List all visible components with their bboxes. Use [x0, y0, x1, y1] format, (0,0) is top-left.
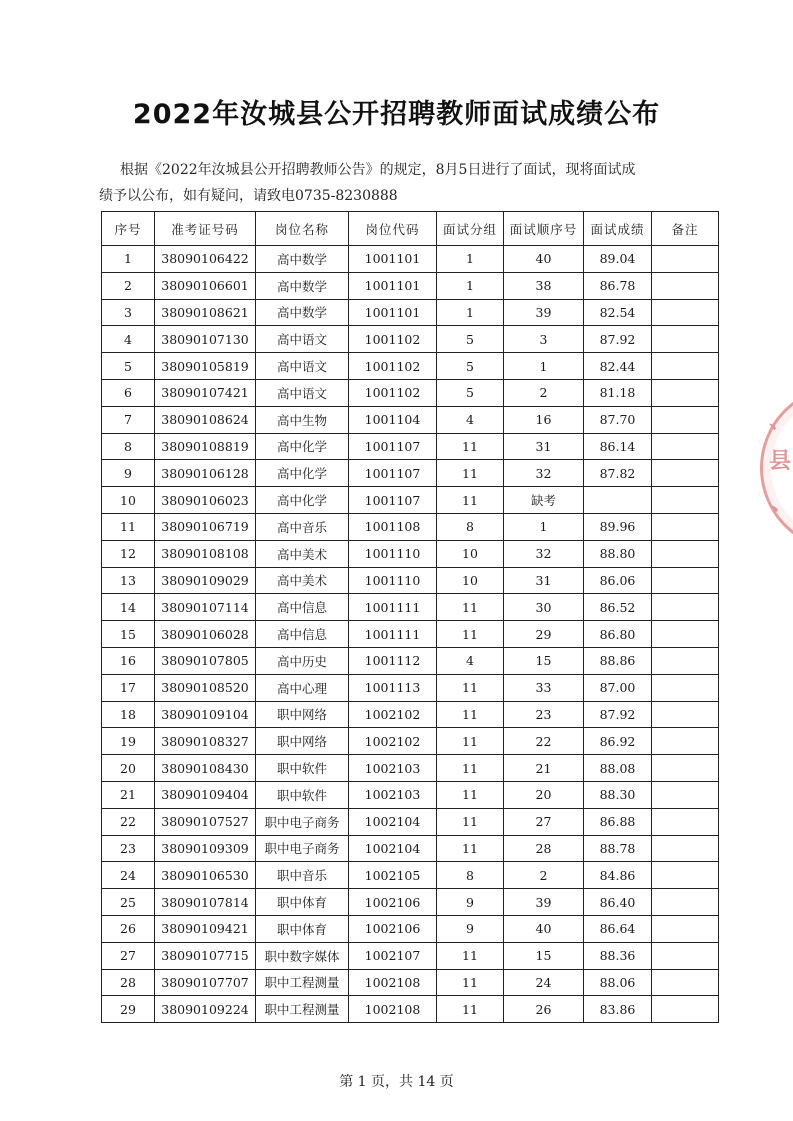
cell-index: 15 — [102, 621, 155, 648]
cell-position-name: 高中数学 — [256, 299, 349, 326]
cell-remark — [652, 406, 719, 433]
cell-remark — [652, 781, 719, 808]
cell-group: 11 — [437, 460, 504, 487]
cell-order: 31 — [504, 567, 584, 594]
cell-position-code: 1001101 — [349, 246, 437, 273]
cell-position-name: 职中网络 — [256, 728, 349, 755]
cell-index: 14 — [102, 594, 155, 621]
column-header: 岗位代码 — [349, 212, 437, 246]
cell-group: 11 — [437, 728, 504, 755]
cell-index: 4 — [102, 326, 155, 353]
column-header: 序号 — [102, 212, 155, 246]
cell-group: 11 — [437, 701, 504, 728]
cell-group: 4 — [437, 406, 504, 433]
cell-exam-number: 38090107707 — [155, 969, 256, 996]
cell-group: 5 — [437, 353, 504, 380]
cell-position-name: 职中体育 — [256, 915, 349, 942]
cell-index: 3 — [102, 299, 155, 326]
cell-position-name: 职中数字媒体 — [256, 942, 349, 969]
cell-position-name: 高中语文 — [256, 326, 349, 353]
cell-group: 11 — [437, 487, 504, 514]
cell-score: 86.80 — [584, 621, 652, 648]
cell-score: 84.86 — [584, 862, 652, 889]
cell-index: 21 — [102, 781, 155, 808]
cell-group: 11 — [437, 996, 504, 1023]
cell-index: 12 — [102, 540, 155, 567]
cell-order: 38 — [504, 272, 584, 299]
cell-remark — [652, 889, 719, 916]
table-row — [102, 621, 719, 648]
page-title: 2022年汝城县公开招聘教师面试成绩公布 — [132, 99, 661, 130]
cell-index: 6 — [102, 379, 155, 406]
cell-group: 11 — [437, 969, 504, 996]
cell-index: 18 — [102, 701, 155, 728]
cell-position-code: 1002104 — [349, 808, 437, 835]
cell-remark — [652, 513, 719, 540]
cell-exam-number: 38090106719 — [155, 513, 256, 540]
cell-position-code: 1001101 — [349, 272, 437, 299]
cell-position-code: 1001111 — [349, 594, 437, 621]
cell-order: 15 — [504, 647, 584, 674]
cell-position-code: 1001102 — [349, 379, 437, 406]
cell-position-code: 1001107 — [349, 487, 437, 514]
cell-index: 16 — [102, 647, 155, 674]
table-row — [102, 889, 719, 916]
column-header: 备注 — [652, 212, 719, 246]
official-seal — [760, 385, 793, 551]
cell-position-code: 1002103 — [349, 755, 437, 782]
cell-score: 86.88 — [584, 808, 652, 835]
cell-index: 19 — [102, 728, 155, 755]
cell-exam-number: 38090109029 — [155, 567, 256, 594]
table-row — [102, 647, 719, 674]
cell-exam-number: 38090109404 — [155, 781, 256, 808]
table-row — [102, 808, 719, 835]
cell-remark — [652, 942, 719, 969]
cell-score: 86.52 — [584, 594, 652, 621]
cell-position-code: 1002105 — [349, 862, 437, 889]
cell-remark — [652, 835, 719, 862]
cell-position-name: 职中工程测量 — [256, 969, 349, 996]
cell-order: 16 — [504, 406, 584, 433]
cell-group: 1 — [437, 246, 504, 273]
cell-score: 81.18 — [584, 379, 652, 406]
table-row — [102, 406, 719, 433]
table-row — [102, 460, 719, 487]
cell-position-code: 1002103 — [349, 781, 437, 808]
cell-remark — [652, 540, 719, 567]
cell-position-name: 高中语文 — [256, 353, 349, 380]
cell-score: 87.00 — [584, 674, 652, 701]
cell-order: 31 — [504, 433, 584, 460]
cell-position-code: 1002108 — [349, 969, 437, 996]
cell-order: 2 — [504, 379, 584, 406]
cell-remark — [652, 379, 719, 406]
cell-exam-number: 38090106028 — [155, 621, 256, 648]
table-row — [102, 487, 719, 514]
cell-position-name: 职中工程测量 — [256, 996, 349, 1023]
cell-exam-number: 38090108430 — [155, 755, 256, 782]
cell-remark — [652, 969, 719, 996]
cell-exam-number: 38090107421 — [155, 379, 256, 406]
cell-index: 27 — [102, 942, 155, 969]
table-row — [102, 326, 719, 353]
cell-position-code: 1001112 — [349, 647, 437, 674]
cell-index: 23 — [102, 835, 155, 862]
intro-paragraph — [99, 157, 720, 209]
cell-order: 23 — [504, 701, 584, 728]
cell-index: 7 — [102, 406, 155, 433]
cell-score: 88.08 — [584, 755, 652, 782]
cell-position-code: 1001110 — [349, 567, 437, 594]
seal-glyph: 、 — [771, 491, 793, 516]
cell-score: 86.64 — [584, 915, 652, 942]
cell-position-name: 职中软件 — [256, 781, 349, 808]
cell-position-code: 1001113 — [349, 674, 437, 701]
cell-score: 86.40 — [584, 889, 652, 916]
table-row — [102, 996, 719, 1023]
cell-index: 29 — [102, 996, 155, 1023]
cell-index: 8 — [102, 433, 155, 460]
cell-exam-number: 38090109224 — [155, 996, 256, 1023]
table-row — [102, 540, 719, 567]
cell-remark — [652, 567, 719, 594]
cell-group: 9 — [437, 889, 504, 916]
cell-exam-number: 38090108108 — [155, 540, 256, 567]
cell-index: 22 — [102, 808, 155, 835]
cell-score: 82.44 — [584, 353, 652, 380]
cell-position-name: 高中音乐 — [256, 513, 349, 540]
cell-order: 39 — [504, 889, 584, 916]
intro-line-1: 根据《2022年汝城县公开招聘教师公告》的规定，8月5日进行了面试，现将面试成 — [120, 162, 636, 178]
cell-group: 5 — [437, 326, 504, 353]
cell-remark — [652, 808, 719, 835]
cell-group: 11 — [437, 674, 504, 701]
cell-score: 87.92 — [584, 701, 652, 728]
cell-position-name: 高中信息 — [256, 594, 349, 621]
cell-remark — [652, 701, 719, 728]
table-row — [102, 728, 719, 755]
cell-remark — [652, 460, 719, 487]
table-row — [102, 701, 719, 728]
cell-remark — [652, 647, 719, 674]
cell-exam-number: 38090107130 — [155, 326, 256, 353]
cell-position-code: 1002102 — [349, 728, 437, 755]
cell-index: 9 — [102, 460, 155, 487]
column-header: 面试分组 — [437, 212, 504, 246]
cell-group: 11 — [437, 942, 504, 969]
cell-score: 88.86 — [584, 647, 652, 674]
cell-group: 11 — [437, 835, 504, 862]
cell-order: 21 — [504, 755, 584, 782]
cell-position-code: 1001102 — [349, 326, 437, 353]
cell-order: 24 — [504, 969, 584, 996]
cell-score: 89.04 — [584, 246, 652, 273]
cell-exam-number: 38090106128 — [155, 460, 256, 487]
cell-position-code: 1002106 — [349, 889, 437, 916]
cell-position-name: 高中历史 — [256, 647, 349, 674]
cell-order: 33 — [504, 674, 584, 701]
cell-remark — [652, 996, 719, 1023]
cell-group: 5 — [437, 379, 504, 406]
cell-order: 27 — [504, 808, 584, 835]
cell-index: 25 — [102, 889, 155, 916]
cell-order: 26 — [504, 996, 584, 1023]
cell-exam-number: 38090106023 — [155, 487, 256, 514]
column-header: 面试成绩 — [584, 212, 652, 246]
cell-score: 89.96 — [584, 513, 652, 540]
cell-index: 10 — [102, 487, 155, 514]
cell-position-code: 1002106 — [349, 915, 437, 942]
cell-group: 9 — [437, 915, 504, 942]
cell-position-code: 1001102 — [349, 353, 437, 380]
cell-position-name: 高中数学 — [256, 246, 349, 273]
cell-order: 1 — [504, 353, 584, 380]
cell-index: 5 — [102, 353, 155, 380]
cell-remark — [652, 487, 719, 514]
table-row — [102, 299, 719, 326]
cell-score: 88.30 — [584, 781, 652, 808]
cell-remark — [652, 272, 719, 299]
cell-position-name: 高中化学 — [256, 433, 349, 460]
cell-exam-number: 38090105819 — [155, 353, 256, 380]
cell-group: 8 — [437, 513, 504, 540]
cell-position-name: 高中心理 — [256, 674, 349, 701]
cell-remark — [652, 728, 719, 755]
cell-remark — [652, 433, 719, 460]
table-row — [102, 567, 719, 594]
cell-position-code: 1001107 — [349, 433, 437, 460]
intro-line-2: 绩予以公布，如有疑问，请致电0735-8230888 — [99, 188, 398, 204]
cell-group: 11 — [437, 755, 504, 782]
cell-order: 40 — [504, 915, 584, 942]
cell-position-name: 高中美术 — [256, 567, 349, 594]
table-row — [102, 969, 719, 996]
cell-position-name: 职中体育 — [256, 889, 349, 916]
cell-position-name: 职中电子商务 — [256, 835, 349, 862]
cell-score: 87.82 — [584, 460, 652, 487]
cell-position-code: 1001111 — [349, 621, 437, 648]
cell-order: 3 — [504, 326, 584, 353]
cell-index: 17 — [102, 674, 155, 701]
cell-remark — [652, 594, 719, 621]
cell-exam-number: 38090108624 — [155, 406, 256, 433]
cell-position-name: 职中电子商务 — [256, 808, 349, 835]
cell-position-name: 高中生物 — [256, 406, 349, 433]
cell-exam-number: 38090107805 — [155, 647, 256, 674]
cell-remark — [652, 299, 719, 326]
table-row — [102, 353, 719, 380]
cell-index: 13 — [102, 567, 155, 594]
table-row — [102, 942, 719, 969]
cell-exam-number: 38090109104 — [155, 701, 256, 728]
cell-exam-number: 38090108520 — [155, 674, 256, 701]
cell-index: 20 — [102, 755, 155, 782]
cell-order: 2 — [504, 862, 584, 889]
cell-position-code: 1002104 — [349, 835, 437, 862]
cell-order: 29 — [504, 621, 584, 648]
cell-remark — [652, 674, 719, 701]
cell-group: 11 — [437, 808, 504, 835]
cell-index: 2 — [102, 272, 155, 299]
cell-position-code: 1002108 — [349, 996, 437, 1023]
cell-position-name: 高中语文 — [256, 379, 349, 406]
cell-index: 24 — [102, 862, 155, 889]
cell-group: 8 — [437, 862, 504, 889]
cell-position-name: 职中音乐 — [256, 862, 349, 889]
page-footer: 第 1 页，共 14 页 — [339, 1074, 454, 1090]
column-header: 面试顺序号 — [504, 212, 584, 246]
table-header-row — [102, 212, 719, 246]
cell-group: 1 — [437, 299, 504, 326]
seal-glyph: 县 — [769, 449, 792, 474]
cell-position-name: 高中化学 — [256, 460, 349, 487]
cell-exam-number: 38090108621 — [155, 299, 256, 326]
cell-remark — [652, 755, 719, 782]
cell-group: 11 — [437, 781, 504, 808]
cell-position-code: 1002107 — [349, 942, 437, 969]
cell-score — [584, 487, 652, 514]
table-row — [102, 379, 719, 406]
cell-score: 87.92 — [584, 326, 652, 353]
cell-position-name: 高中化学 — [256, 487, 349, 514]
table-row — [102, 674, 719, 701]
cell-exam-number: 38090107114 — [155, 594, 256, 621]
cell-group: 11 — [437, 433, 504, 460]
cell-order: 22 — [504, 728, 584, 755]
cell-order: 1 — [504, 513, 584, 540]
cell-index: 1 — [102, 246, 155, 273]
cell-order: 40 — [504, 246, 584, 273]
cell-score: 88.36 — [584, 942, 652, 969]
cell-position-code: 1001108 — [349, 513, 437, 540]
cell-score: 88.80 — [584, 540, 652, 567]
cell-index: 11 — [102, 513, 155, 540]
table-row — [102, 781, 719, 808]
cell-exam-number: 38090106530 — [155, 862, 256, 889]
cell-group: 1 — [437, 272, 504, 299]
cell-remark — [652, 353, 719, 380]
cell-index: 28 — [102, 969, 155, 996]
cell-position-name: 职中软件 — [256, 755, 349, 782]
table-row — [102, 433, 719, 460]
cell-exam-number: 38090108327 — [155, 728, 256, 755]
cell-position-code: 1002102 — [349, 701, 437, 728]
table-row — [102, 862, 719, 889]
table-row — [102, 755, 719, 782]
cell-group: 11 — [437, 594, 504, 621]
seal-glyph: 、 — [769, 409, 792, 434]
table-row — [102, 835, 719, 862]
table-row — [102, 594, 719, 621]
table-row — [102, 272, 719, 299]
cell-score: 88.06 — [584, 969, 652, 996]
score-table — [101, 211, 719, 1023]
cell-score: 87.70 — [584, 406, 652, 433]
cell-group: 4 — [437, 647, 504, 674]
cell-order: 39 — [504, 299, 584, 326]
table-row — [102, 513, 719, 540]
cell-position-name: 职中网络 — [256, 701, 349, 728]
cell-remark — [652, 246, 719, 273]
cell-exam-number: 38090107715 — [155, 942, 256, 969]
cell-exam-number: 38090109421 — [155, 915, 256, 942]
cell-position-name: 高中数学 — [256, 272, 349, 299]
cell-order: 32 — [504, 460, 584, 487]
table-row — [102, 246, 719, 273]
cell-position-code: 1001107 — [349, 460, 437, 487]
cell-position-code: 1001101 — [349, 299, 437, 326]
cell-position-code: 1001110 — [349, 540, 437, 567]
cell-exam-number: 38090107814 — [155, 889, 256, 916]
column-header: 准考证号码 — [155, 212, 256, 246]
cell-group: 10 — [437, 567, 504, 594]
cell-score: 83.86 — [584, 996, 652, 1023]
cell-score: 86.06 — [584, 567, 652, 594]
cell-order: 32 — [504, 540, 584, 567]
cell-group: 10 — [437, 540, 504, 567]
cell-order: 20 — [504, 781, 584, 808]
cell-score: 86.78 — [584, 272, 652, 299]
cell-position-code: 1001104 — [349, 406, 437, 433]
cell-exam-number: 38090106601 — [155, 272, 256, 299]
cell-position-name: 高中美术 — [256, 540, 349, 567]
cell-exam-number: 38090106422 — [155, 246, 256, 273]
cell-exam-number: 38090107527 — [155, 808, 256, 835]
cell-order: 15 — [504, 942, 584, 969]
cell-remark — [652, 915, 719, 942]
cell-order: 28 — [504, 835, 584, 862]
cell-exam-number: 38090109309 — [155, 835, 256, 862]
cell-exam-number: 38090108819 — [155, 433, 256, 460]
cell-score: 86.92 — [584, 728, 652, 755]
cell-score: 82.54 — [584, 299, 652, 326]
cell-remark — [652, 621, 719, 648]
cell-position-name: 高中信息 — [256, 621, 349, 648]
cell-score: 88.78 — [584, 835, 652, 862]
table-body — [102, 246, 719, 1023]
column-header: 岗位名称 — [256, 212, 349, 246]
cell-order: 缺考 — [504, 487, 584, 514]
cell-order: 30 — [504, 594, 584, 621]
cell-remark — [652, 326, 719, 353]
cell-index: 26 — [102, 915, 155, 942]
cell-group: 11 — [437, 621, 504, 648]
cell-score: 86.14 — [584, 433, 652, 460]
cell-remark — [652, 862, 719, 889]
table-row — [102, 915, 719, 942]
